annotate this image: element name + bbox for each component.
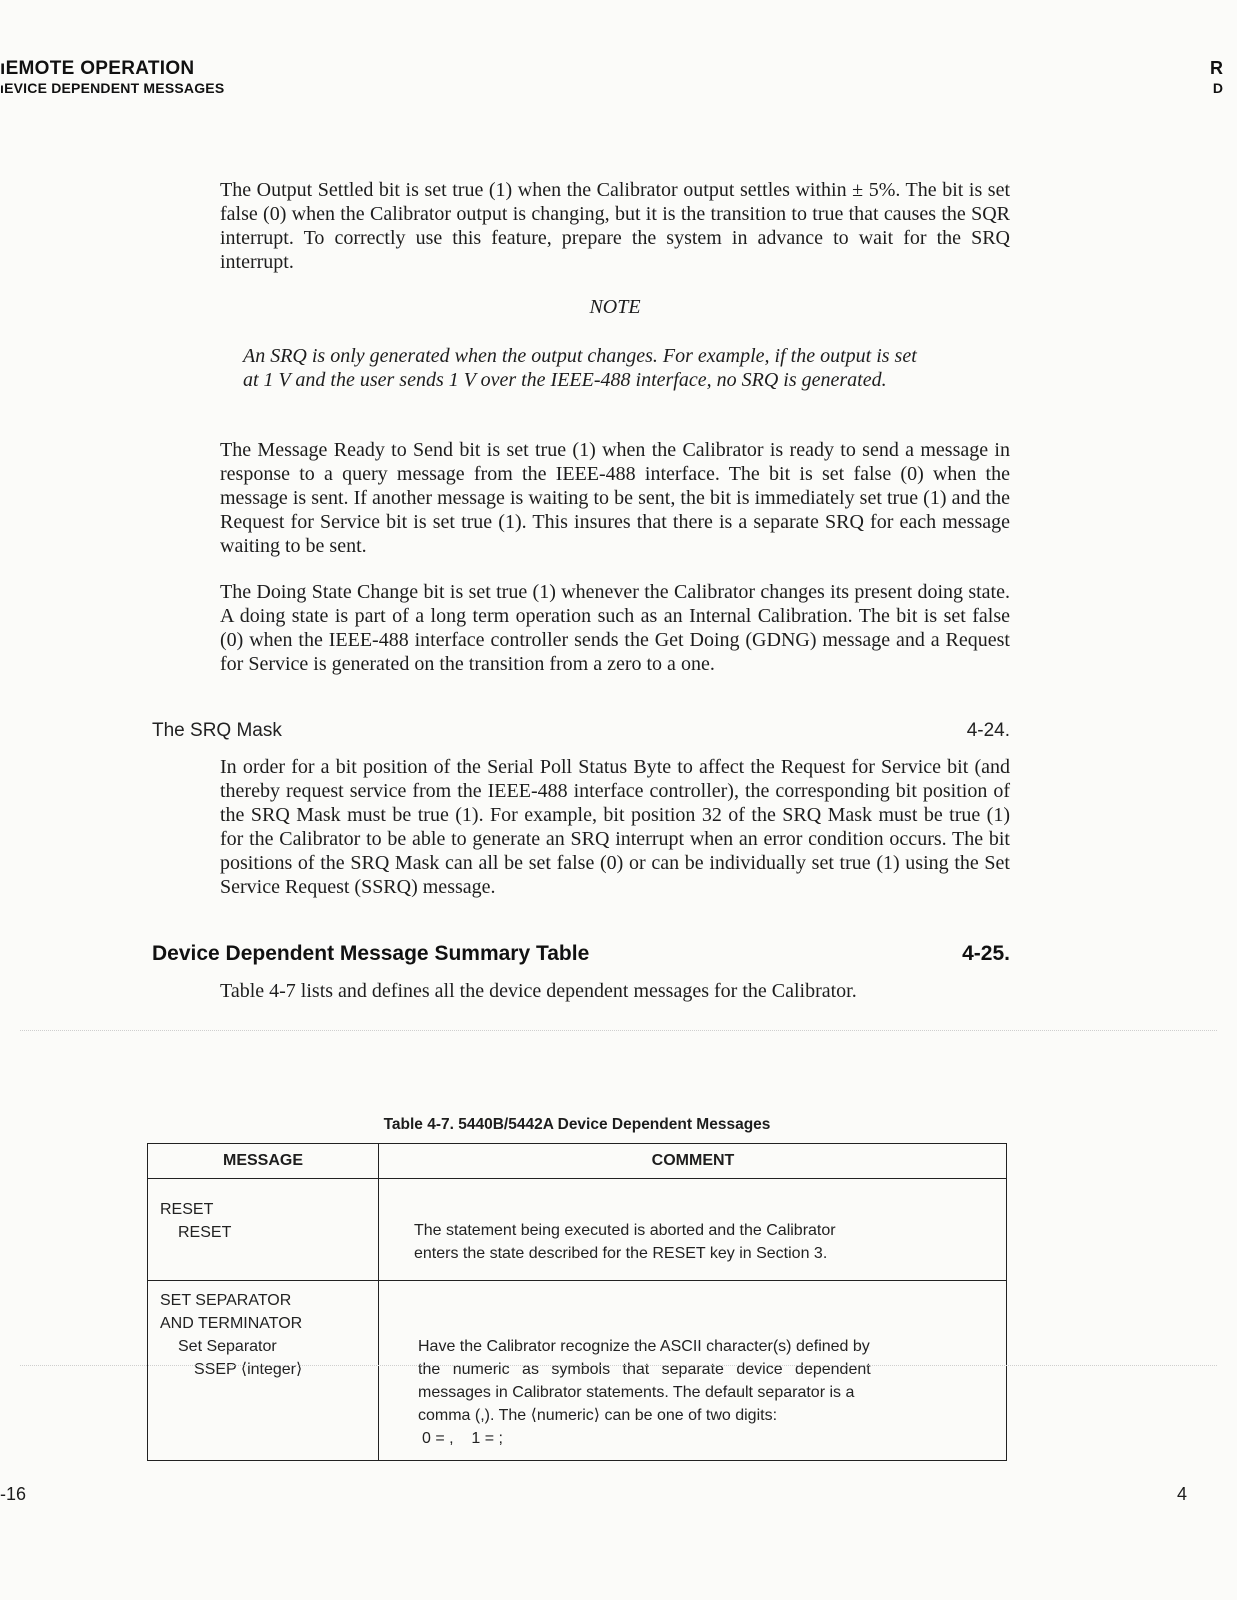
message-name: Set Separator xyxy=(178,1338,277,1355)
comment-line: messages in Calibrator statements. The default separator is a xyxy=(418,1384,855,1401)
comment-line: enters the state described for the RESET key in Section 3. xyxy=(414,1245,828,1262)
table-header-divider xyxy=(148,1178,1006,1179)
note-text: An SRQ is only generated when the output changes. For example, if the output is set at 1 V and the user sends 1 V over the IEEE-488 interface, no SRQ is generated. xyxy=(243,345,917,391)
scan-artifact-line xyxy=(20,1365,1217,1366)
column-header-message: MESSAGE xyxy=(222,1152,303,1169)
srq-mask-section-number: 4-24. xyxy=(966,720,1010,741)
message-group-label: SET SEPARATOR xyxy=(160,1292,292,1309)
paragraph-doing-state: The Doing State Change bit is set true (1) whenever the Calibrator changes its present doing state. A doing state is part of a long term operation such as an Internal Calibration. The bit is set false (0) when the IEEE-488 interface controller sends the Get Doing (GDNG) message and a Request for Service is generated on the transition from a zero to a one. xyxy=(220,581,1010,675)
table-column-divider xyxy=(378,1144,379,1460)
running-header-subtitle: ıEVICE DEPENDENT MESSAGES xyxy=(0,80,225,96)
paragraph-srq-mask: In order for a bit position of the Serial Poll Status Byte to affect the Request for Service bit (and thereby request service from the IEEE-488 interface controller), the corresponding bit position of the SRQ Mask must be true (1). For example, bit position 32 of the SRQ Mask must be true (1) for the Calibrator to be able to generate an SRQ interrupt when an error condition occurs. The bit positions of the SRQ Mask can all be set false (0) or can be individually set true (1) using the Set Service Request (SSRQ) message. xyxy=(220,756,1010,898)
paragraph-summary-intro: Table 4-7 lists and defines all the device dependent messages for the Calibrator. xyxy=(220,980,857,1002)
srq-mask-heading: The SRQ Mask xyxy=(152,720,282,741)
table-row-separator-message xyxy=(160,1289,375,1381)
paragraph-message-ready: The Message Ready to Send bit is set true (1) when the Calibrator is ready to send a message in response to a query message from the IEEE-488 interface. The bit is set false (0) when the message is sent. If another message is waiting to be sent, the bit is immediately set true (1) and the Request for Service bit is set true (1). This insures that there is a separate SRQ for each message waiting to be sent. xyxy=(220,439,1010,557)
scan-artifact-line xyxy=(20,1030,1217,1031)
table-row-reset-comment xyxy=(414,1219,994,1265)
message-name: RESET xyxy=(178,1224,232,1241)
paragraph-output-settled: The Output Settled bit is set true (1) when the Calibrator output settles within ± 5%. The bit is set false (0) when the Calibrator output is changing, but it is the transition to true that causes the SQR interrupt. To correctly use this feature, prepare the system in advance to wait for the SRQ interrupt. xyxy=(220,179,1010,273)
table-row-separator-comment xyxy=(418,1335,998,1450)
comment-line: 0 = , 1 = ; xyxy=(422,1430,503,1447)
comment-line: the numeric as symbols that separate device dependent xyxy=(418,1361,871,1378)
note-label: NOTE xyxy=(589,296,641,318)
table-row-reset-message xyxy=(160,1198,370,1244)
comment-line: comma (,). The ⟨numeric⟩ can be one of two digits: xyxy=(418,1407,778,1424)
running-header-right-bottom: D xyxy=(1212,80,1223,96)
message-syntax: SSEP ⟨integer⟩ xyxy=(194,1361,303,1378)
device-messages-table xyxy=(147,1143,1007,1461)
message-group-label: AND TERMINATOR xyxy=(160,1315,303,1332)
running-header-title: ıEMOTE OPERATION xyxy=(0,58,195,79)
running-header-right-top: R xyxy=(1210,58,1223,78)
summary-table-heading: Device Dependent Message Summary Table xyxy=(152,942,590,965)
comment-line: Have the Calibrator recognize the ASCII character(s) defined by xyxy=(418,1338,870,1355)
page-number-right: 4 xyxy=(1176,1484,1187,1504)
summary-table-section-number: 4-25. xyxy=(962,942,1010,965)
column-header-comment: COMMENT xyxy=(651,1152,735,1169)
table-caption: Table 4-7. 5440B/5442A Device Dependent Messages xyxy=(383,1116,771,1133)
page-number-left: -16 xyxy=(0,1484,27,1504)
message-group-label: RESET xyxy=(160,1201,214,1218)
table-row-divider xyxy=(148,1280,1006,1281)
comment-line: The statement being executed is aborted and the Calibrator xyxy=(414,1222,836,1239)
